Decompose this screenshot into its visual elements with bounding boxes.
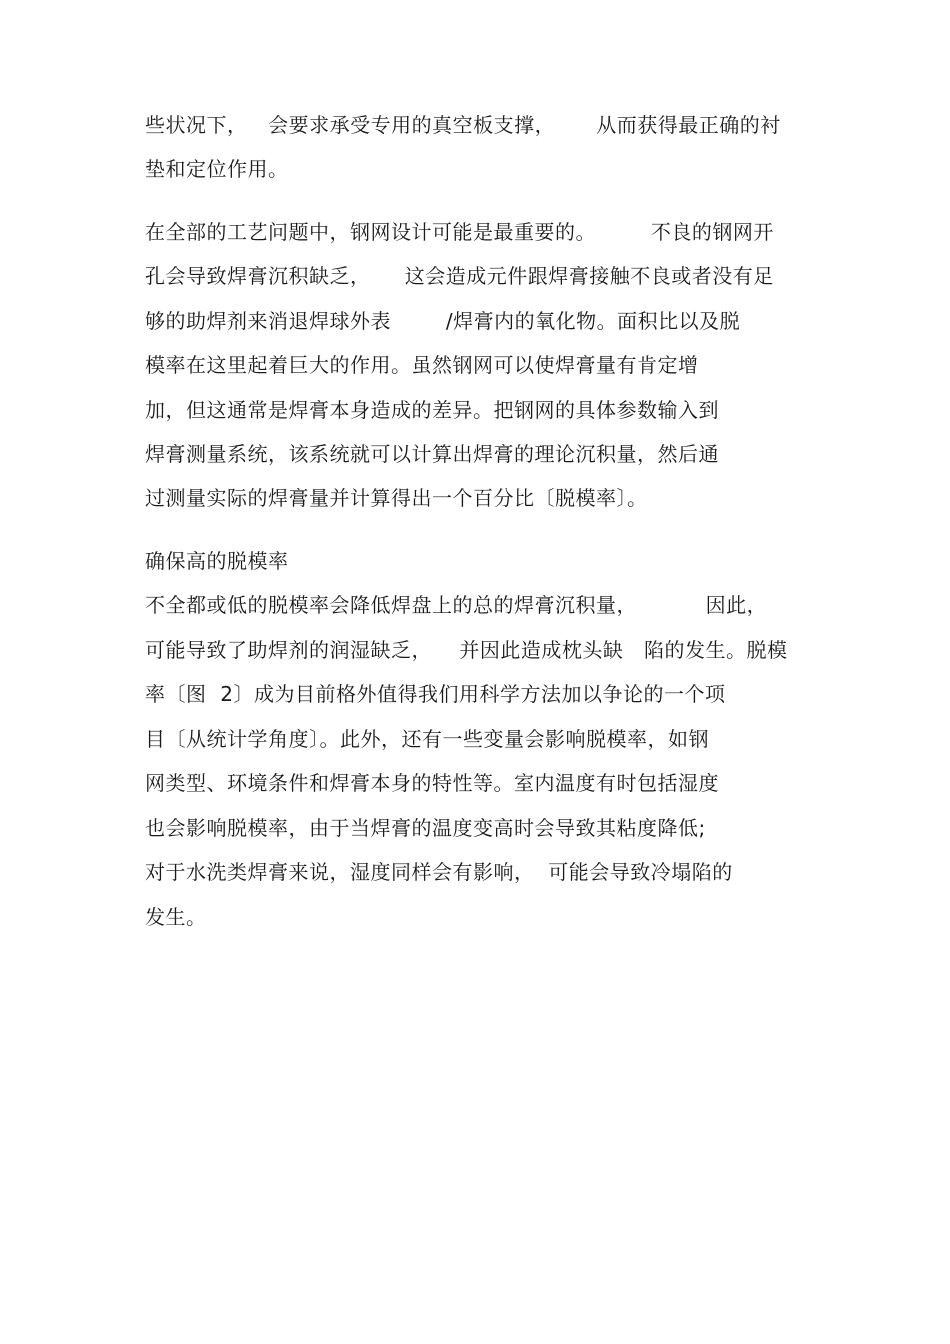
- paragraph-2-line-3: 够的助焊剂来消退焊球外表 /焊膏内的氧化物。面积比以及脱: [145, 309, 741, 333]
- paragraph-2-line-7: 过测量实际的焊膏量并计算得出一个百分比〔脱模率〕。: [145, 486, 648, 510]
- paragraph-3-line-3: 率〔图 2〕成为目前格外值得我们用科学方法加以争论的一个项: [145, 682, 726, 706]
- paragraph-3-line-4: 目〔从统计学角度〕。此外，还有一些变量会影响脱模率，如钢: [145, 727, 709, 751]
- section-heading: 确保高的脱模率: [145, 549, 289, 573]
- paragraph-3-line-5: 网类型、环境条件和焊膏本身的特性等。室内温度有时包括湿度: [145, 771, 719, 795]
- paragraph-3-line-2: 可能导致了助焊剂的润湿缺乏， 并因此造成枕头缺 陷的发生。脱模: [145, 638, 788, 662]
- paragraph-2-line-1: 在全部的工艺问题中，钢网设计可能是最重要的。 不良的钢网开: [145, 220, 774, 244]
- paragraph-2-line-6: 焊膏测量系统，该系统就可以计算出焊膏的理论沉积量，然后通: [145, 442, 719, 466]
- paragraph-3-line-1: 不全都或低的脱模率会降低焊盘上的总的焊膏沉积量， 因此，: [145, 593, 768, 617]
- paragraph-3-line-7: 对于水洗类焊膏来说，湿度同样会有影响， 可能会导致冷塌陷的: [145, 860, 733, 884]
- paragraph-3-line-8: 发生。: [145, 905, 207, 929]
- paragraph-2-line-4: 模率在这里起着巨大的作用。虽然钢网可以使焊膏量有肯定增: [145, 353, 699, 377]
- paragraph-2-line-5: 加，但这通常是焊膏本身造成的差异。把钢网的具体参数输入到: [145, 398, 719, 422]
- paragraph-2-line-2: 孔会导致焊膏沉积缺乏， 这会造成元件跟焊膏接触不良或者没有足: [145, 264, 774, 288]
- paragraph-3-line-6: 也会影响脱模率，由于当焊膏的温度变高时会导致其粘度降低;: [145, 816, 706, 840]
- paragraph-1-line-1: 些状况下， 会要求承受专用的真空板支撑， 从而获得最正确的衬: [145, 113, 781, 137]
- paragraph-1-line-2: 垫和定位作用。: [145, 157, 289, 181]
